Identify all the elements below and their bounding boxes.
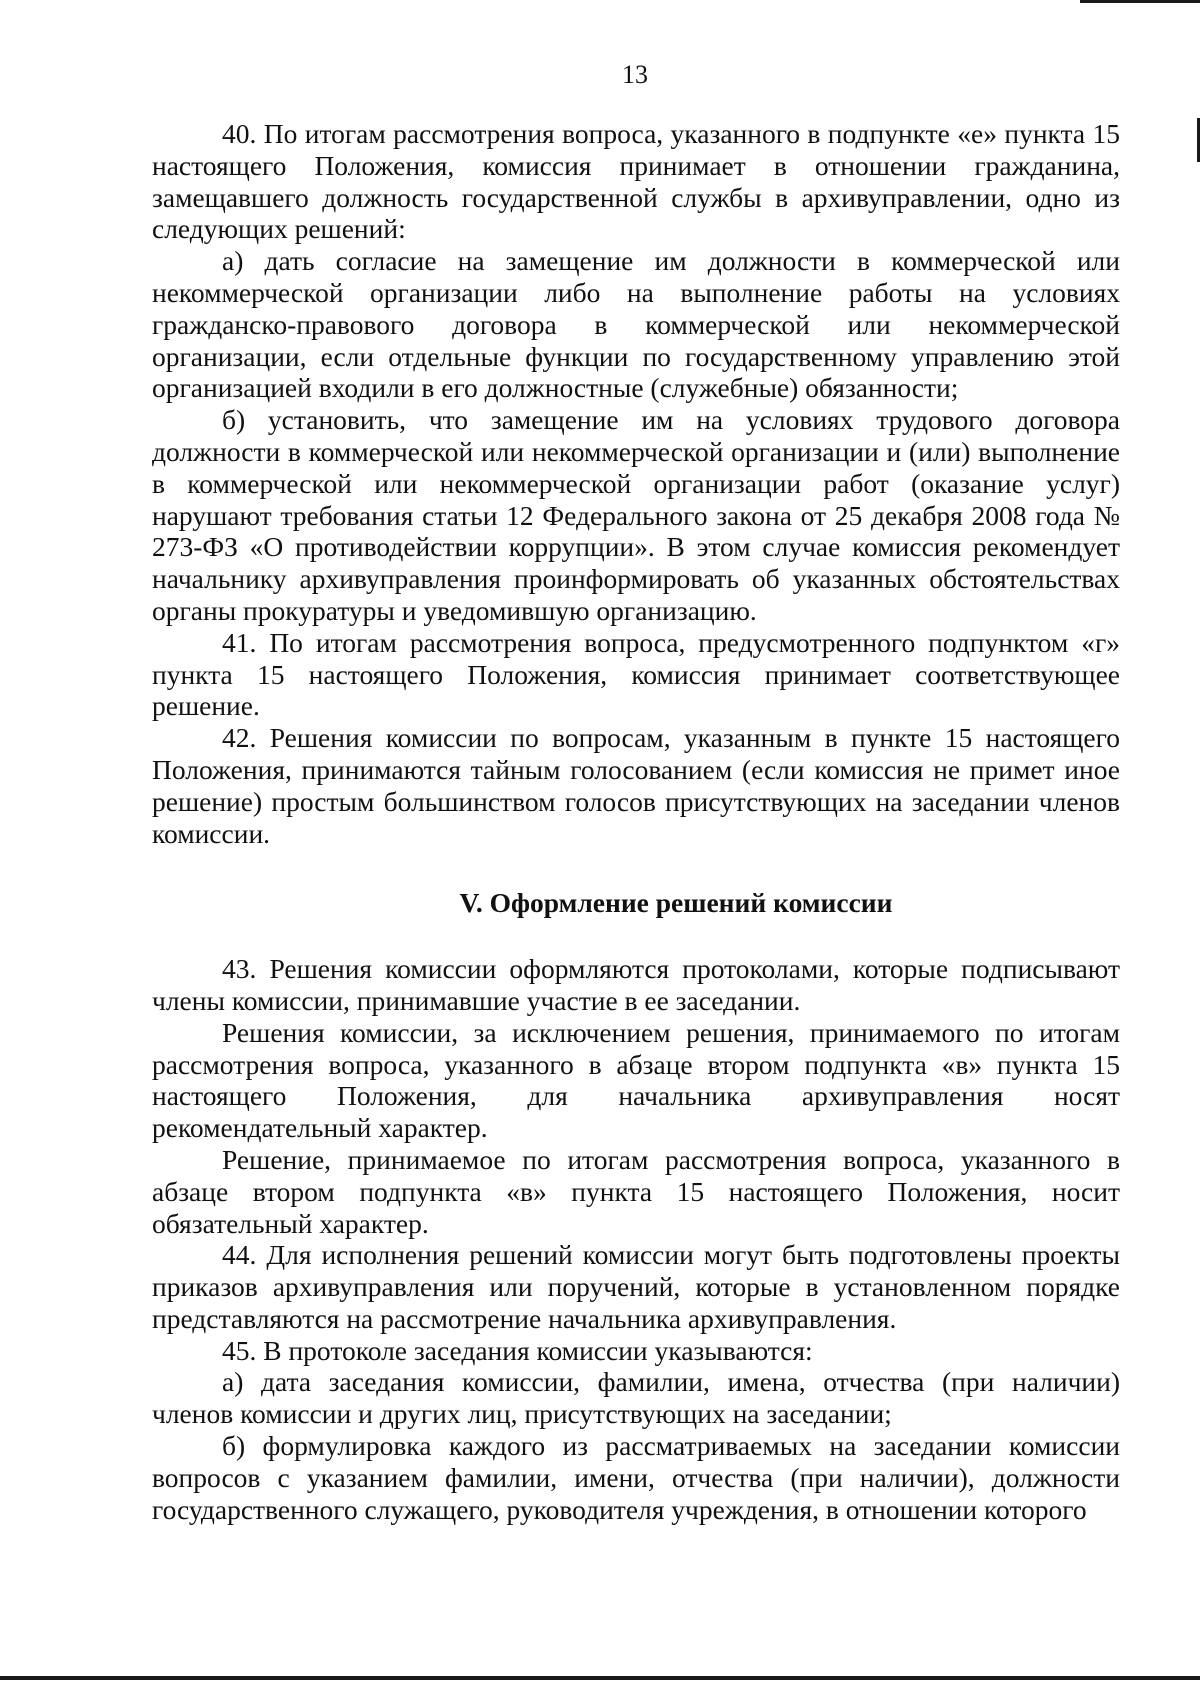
page-number: 13 — [622, 60, 648, 89]
paragraph-43: 43. Решения комиссии оформляются протоколами, которые подписывают члены комиссии, принимавшие участие в ее заседании. — [152, 953, 1120, 1016]
paragraph-45-a: а) дата заседания комиссии, фамилии, имена, отчества (при наличии) членов комиссии и других лиц, присутствующих на заседании; — [152, 1366, 1120, 1430]
paragraph-44: 44. Для исполнения решений комиссии могут быть подготовлены проекты приказов архивуправления или поручений, которые в установленном порядке представляются на рассмотрение начальника архивуправления. — [152, 1239, 1120, 1334]
paragraph-45: 45. В протоколе заседания комиссии указываются: — [222, 1334, 813, 1366]
paragraph-40-b: б) установить, что замещение им на условиях трудового договора должности в коммерческой или некоммерческой организации и (или) выполнение в коммерческой или некоммерческой организации работ (оказание услуг) нарушают требования статьи 12 Федерального закона от 25 декабря 2008 года № 273-ФЗ «О противодействии коррупции». В этом случае комиссия рекомендует начальнику архивуправления проинформировать об указанных обстоятельствах органы прокуратуры и уведомившую организацию. — [152, 404, 1120, 626]
paragraph-40: 40. По итогам рассмотрения вопроса, указанного в подпункте «е» пункта 15 настоящего Положения, комиссия принимает в отношении гражданина, замещавшего должность государственной службы в архивуправлении, одно из следующих решений: — [152, 118, 1120, 245]
section-heading: V. Оформление решений комиссии — [459, 887, 893, 919]
paragraph-42: 42. Решения комиссии по вопросам, указанным в пункте 15 настоящего Положения, принимаются тайным голосованием (если комиссия не примет иное решение) простым большинством голосов присутствующих на заседании членов комиссии. — [152, 722, 1120, 849]
paragraph-45-b: б) формулировка каждого из рассматриваемых на заседании комиссии вопросов с указанием фамилии, имени, отчества (при наличии), должности государственного служащего, руководителя учреждения, в отношении которого — [152, 1430, 1120, 1525]
paragraph-43-recommendation: Решения комиссии, за исключением решения, принимаемого по итогам рассмотрения вопроса, указанного в абзаце втором подпункта «в» пункта 15 настоящего Положения, для начальника архивуправления носят рекомендательный характер. — [152, 1016, 1120, 1144]
scan-edge-bottom — [0, 1676, 1200, 1680]
paragraph-40-a: а) дать согласие на замещение им должности в коммерческой или некоммерческой организации либо на выполнение работы на условиях гражданско-правового договора в коммерческой или некоммерческой организации, если отдельные функции по государственному управлению этой организацией входили в его должностные (служебные) обязанности; — [152, 245, 1120, 404]
paragraph-43-mandatory: Решение, принимаемое по итогам рассмотрения вопроса, указанного в абзаце втором подпункта «в» пункта 15 настоящего Положения, носит обязательный характер. — [152, 1143, 1120, 1239]
document-body — [152, 118, 1120, 1525]
paragraph-41: 41. По итогам рассмотрения вопроса, предусмотренного подпунктом «г» пункта 15 настоящего Положения, комиссия принимает соответствующее решение. — [152, 626, 1120, 722]
scan-edge-top — [1080, 0, 1200, 3]
